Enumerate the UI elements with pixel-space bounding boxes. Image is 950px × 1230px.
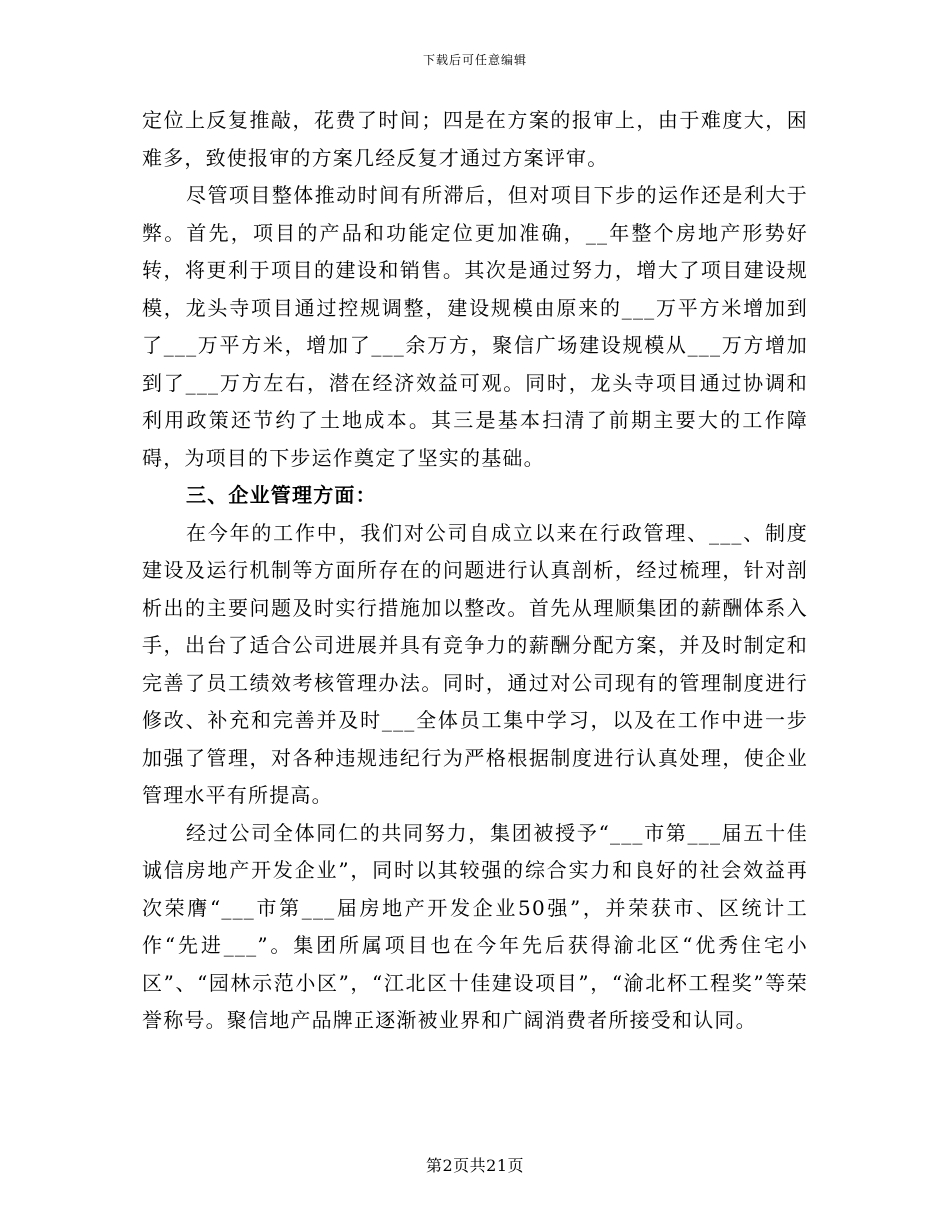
page-header: 下载后可任意编辑 (422, 53, 527, 67)
paragraph-continuation: 定位上反复推敲，花费了时间；四是在方案的报审上，由于难度大，困难多，致使报审的方案几经反复才通过方案评审。 (142, 108, 808, 170)
paragraph-project-progress: 尽管项目整体推动时间有所滞后，但对项目下步的运作还是利大于弊。首先，项目的产品和功能定位更加准确，__年整个房地产形势好转，将更利于项目的建设和销售。其次是通过努力，增大了项目建设规模，龙头寺项目通过控规调整，建设规模由原来的___万平方米增加到了___万平方米，增加了___余万方，聚信广场建设规模从___万方增加到了___万方左右，潜在经济效益可观。同时，龙头寺项目通过协调和利用政策还节约了土地成本。其三是基本扫清了前期主要大的工作障碍，为项目的下步运作奠定了坚实的基础。 (142, 183, 808, 470)
section-heading-enterprise-management: 三、企业管理方面： (186, 483, 377, 507)
paragraph-honors: 经过公司全体同仁的共同努力，集团被授予“___市第___届五十佳诚信房地产开发企业”，同时以其较强的综合实力和良好的社会效益再次荣膺“___市第___届房地产开发企业50强”，并荣获市、区统计工作“先进___”。集团所属项目也在今年先后获得渝北区“优秀住宅小区”、“园林示范小区”，“江北区十佳建设项目”，“渝北杯工程奖”等荣誉称号。聚信地产品牌正逐渐被业界和广阔消费者所接受和认同。 (142, 820, 808, 1032)
document-body (142, 102, 808, 1040)
paragraph-management-work: 在今年的工作中，我们对公司自成立以来在行政管理、___、制度建设及运行机制等方面所存在的问题进行认真剖析，经过梳理，针对剖析出的主要问题及时实行措施加以整改。首先从理顺集团的薪酬体系入手，出台了适合公司进展并具有竞争力的薪酬分配方案，并及时制定和完善了员工绩效考核管理办法。同时，通过对公司现有的管理制度进行修改、补充和完善并及时___全体员工集中学习，以及在工作中进一步加强了管理，对各种违规违纪行为严格根据制度进行认真处理，使企业管理水平有所提高。 (142, 520, 808, 807)
page-footer: 第2页共21页 (425, 1156, 525, 1175)
